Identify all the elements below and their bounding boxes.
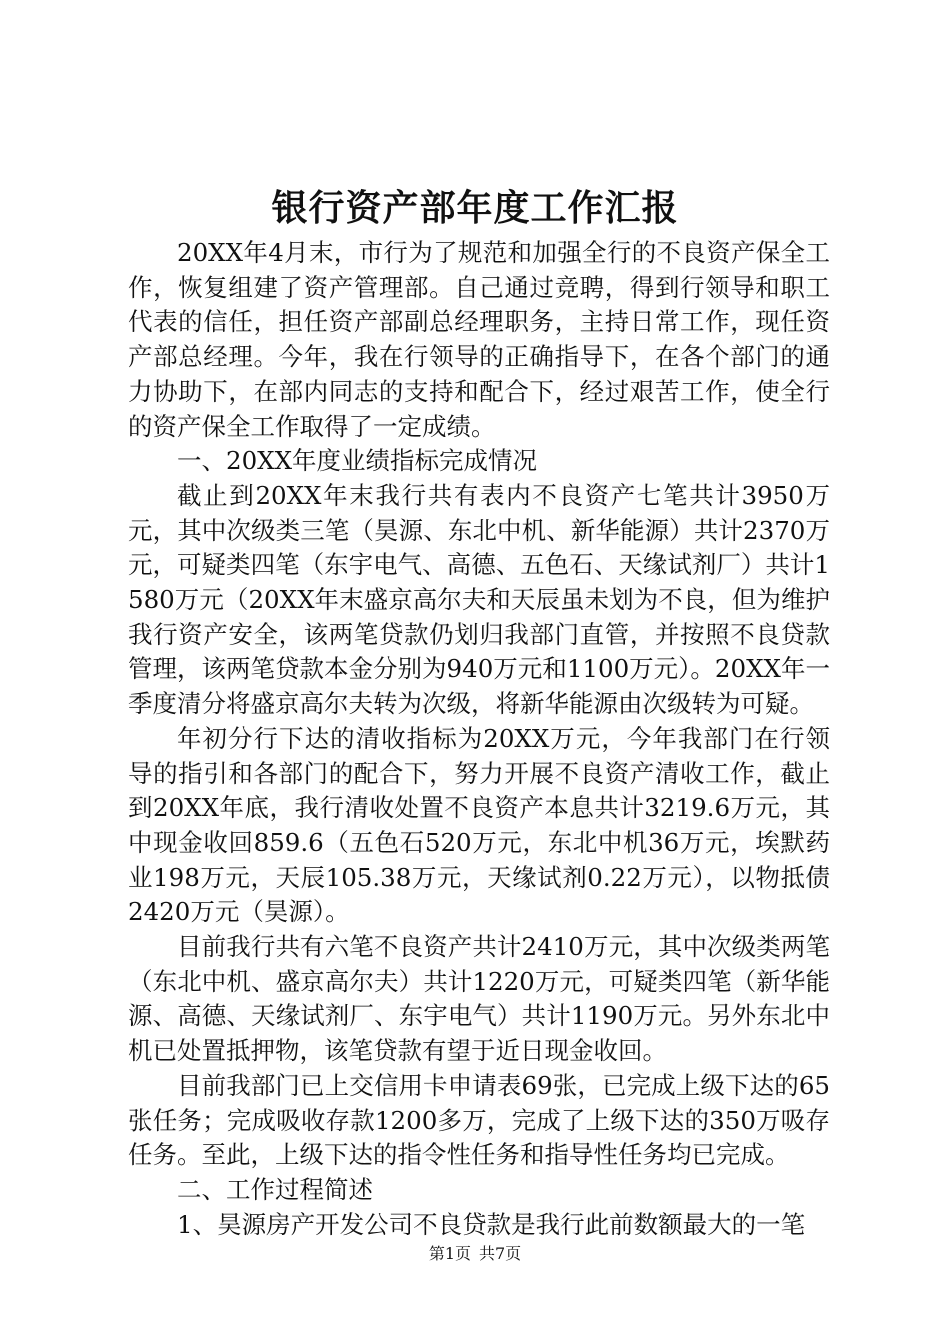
paragraph-process-1: 1、昊源房产开发公司不良贷款是我行此前数额最大的一笔 — [177, 1209, 806, 1239]
document-body — [128, 236, 830, 1242]
paragraph-assets-summary: 截止到20XX年末我行共有表内不良资产七笔共计3950万元，其中次级类三笔（昊源、东北中机、新华能源）共计2370万元，可疑类四笔（东宇电气、高德、五色石、天缘试剂厂）共计1580万元（20XX年末盛京高尔夫和天辰虽未划为不良，但为维护我行资产安全，该两笔贷款仍划归我部门直管，并按照不良贷款管理，该两笔贷款本金分别为940万元和1100万元）。20XX年一季度清分将盛京高尔夫转为次级，将新华能源由次级转为可疑。 — [128, 480, 830, 719]
paragraph-tasks-completed: 目前我部门已上交信用卡申请表69张，已完成上级下达的65张任务；完成吸收存款1200多万，完成了上级下达的350万吸存任务。至此，上级下达的指令性任务和指导性任务均已完成。 — [128, 1070, 830, 1170]
document-title: 银行资产部年度工作汇报 — [271, 187, 679, 229]
section-heading-1: 一、20XX年度业绩指标完成情况 — [177, 446, 538, 476]
section-heading-2: 二、工作过程简述 — [177, 1174, 373, 1204]
page-footer — [0, 1244, 950, 1264]
page-total: 共7页 — [479, 1244, 522, 1263]
page-number: 第1页 — [428, 1244, 471, 1263]
paragraph-current-assets: 目前我行共有六笔不良资产共计2410万元，其中次级类两笔（东北中机、盛京高尔夫）共计1220万元，可疑类四笔（新华能源、高德、天缘试剂厂、东宇电气）共计1190万元。另外东北中机已处置抵押物，该笔贷款有望于近日现金收回。 — [128, 932, 830, 1066]
paragraph-recovery-target: 年初分行下达的清收指标为20XX万元，今年我部门在行领导的指引和各部门的配合下，努力开展不良资产清收工作，截止到20XX年底，我行清收处置不良资产本息共计3219.6万元，其中现金收回859.6（五色石520万元，东北中机36万元，埃默药业198万元，天辰105.38万元，天缘试剂0.22万元），以物抵债2420万元（昊源）。 — [128, 723, 830, 927]
paragraph-intro: 20XX年4月末，市行为了规范和加强全行的不良资产保全工作，恢复组建了资产管理部。自己通过竞聘，得到行领导和职工代表的信任，担任资产部副总经理职务，主持日常工作，现任资产部总经理。今年，我在行领导的正确指导下，在各个部门的通力协助下，在部内同志的支持和配合下，经过艰苦工作，使全行的资产保全工作取得了一定成绩。 — [128, 238, 830, 441]
